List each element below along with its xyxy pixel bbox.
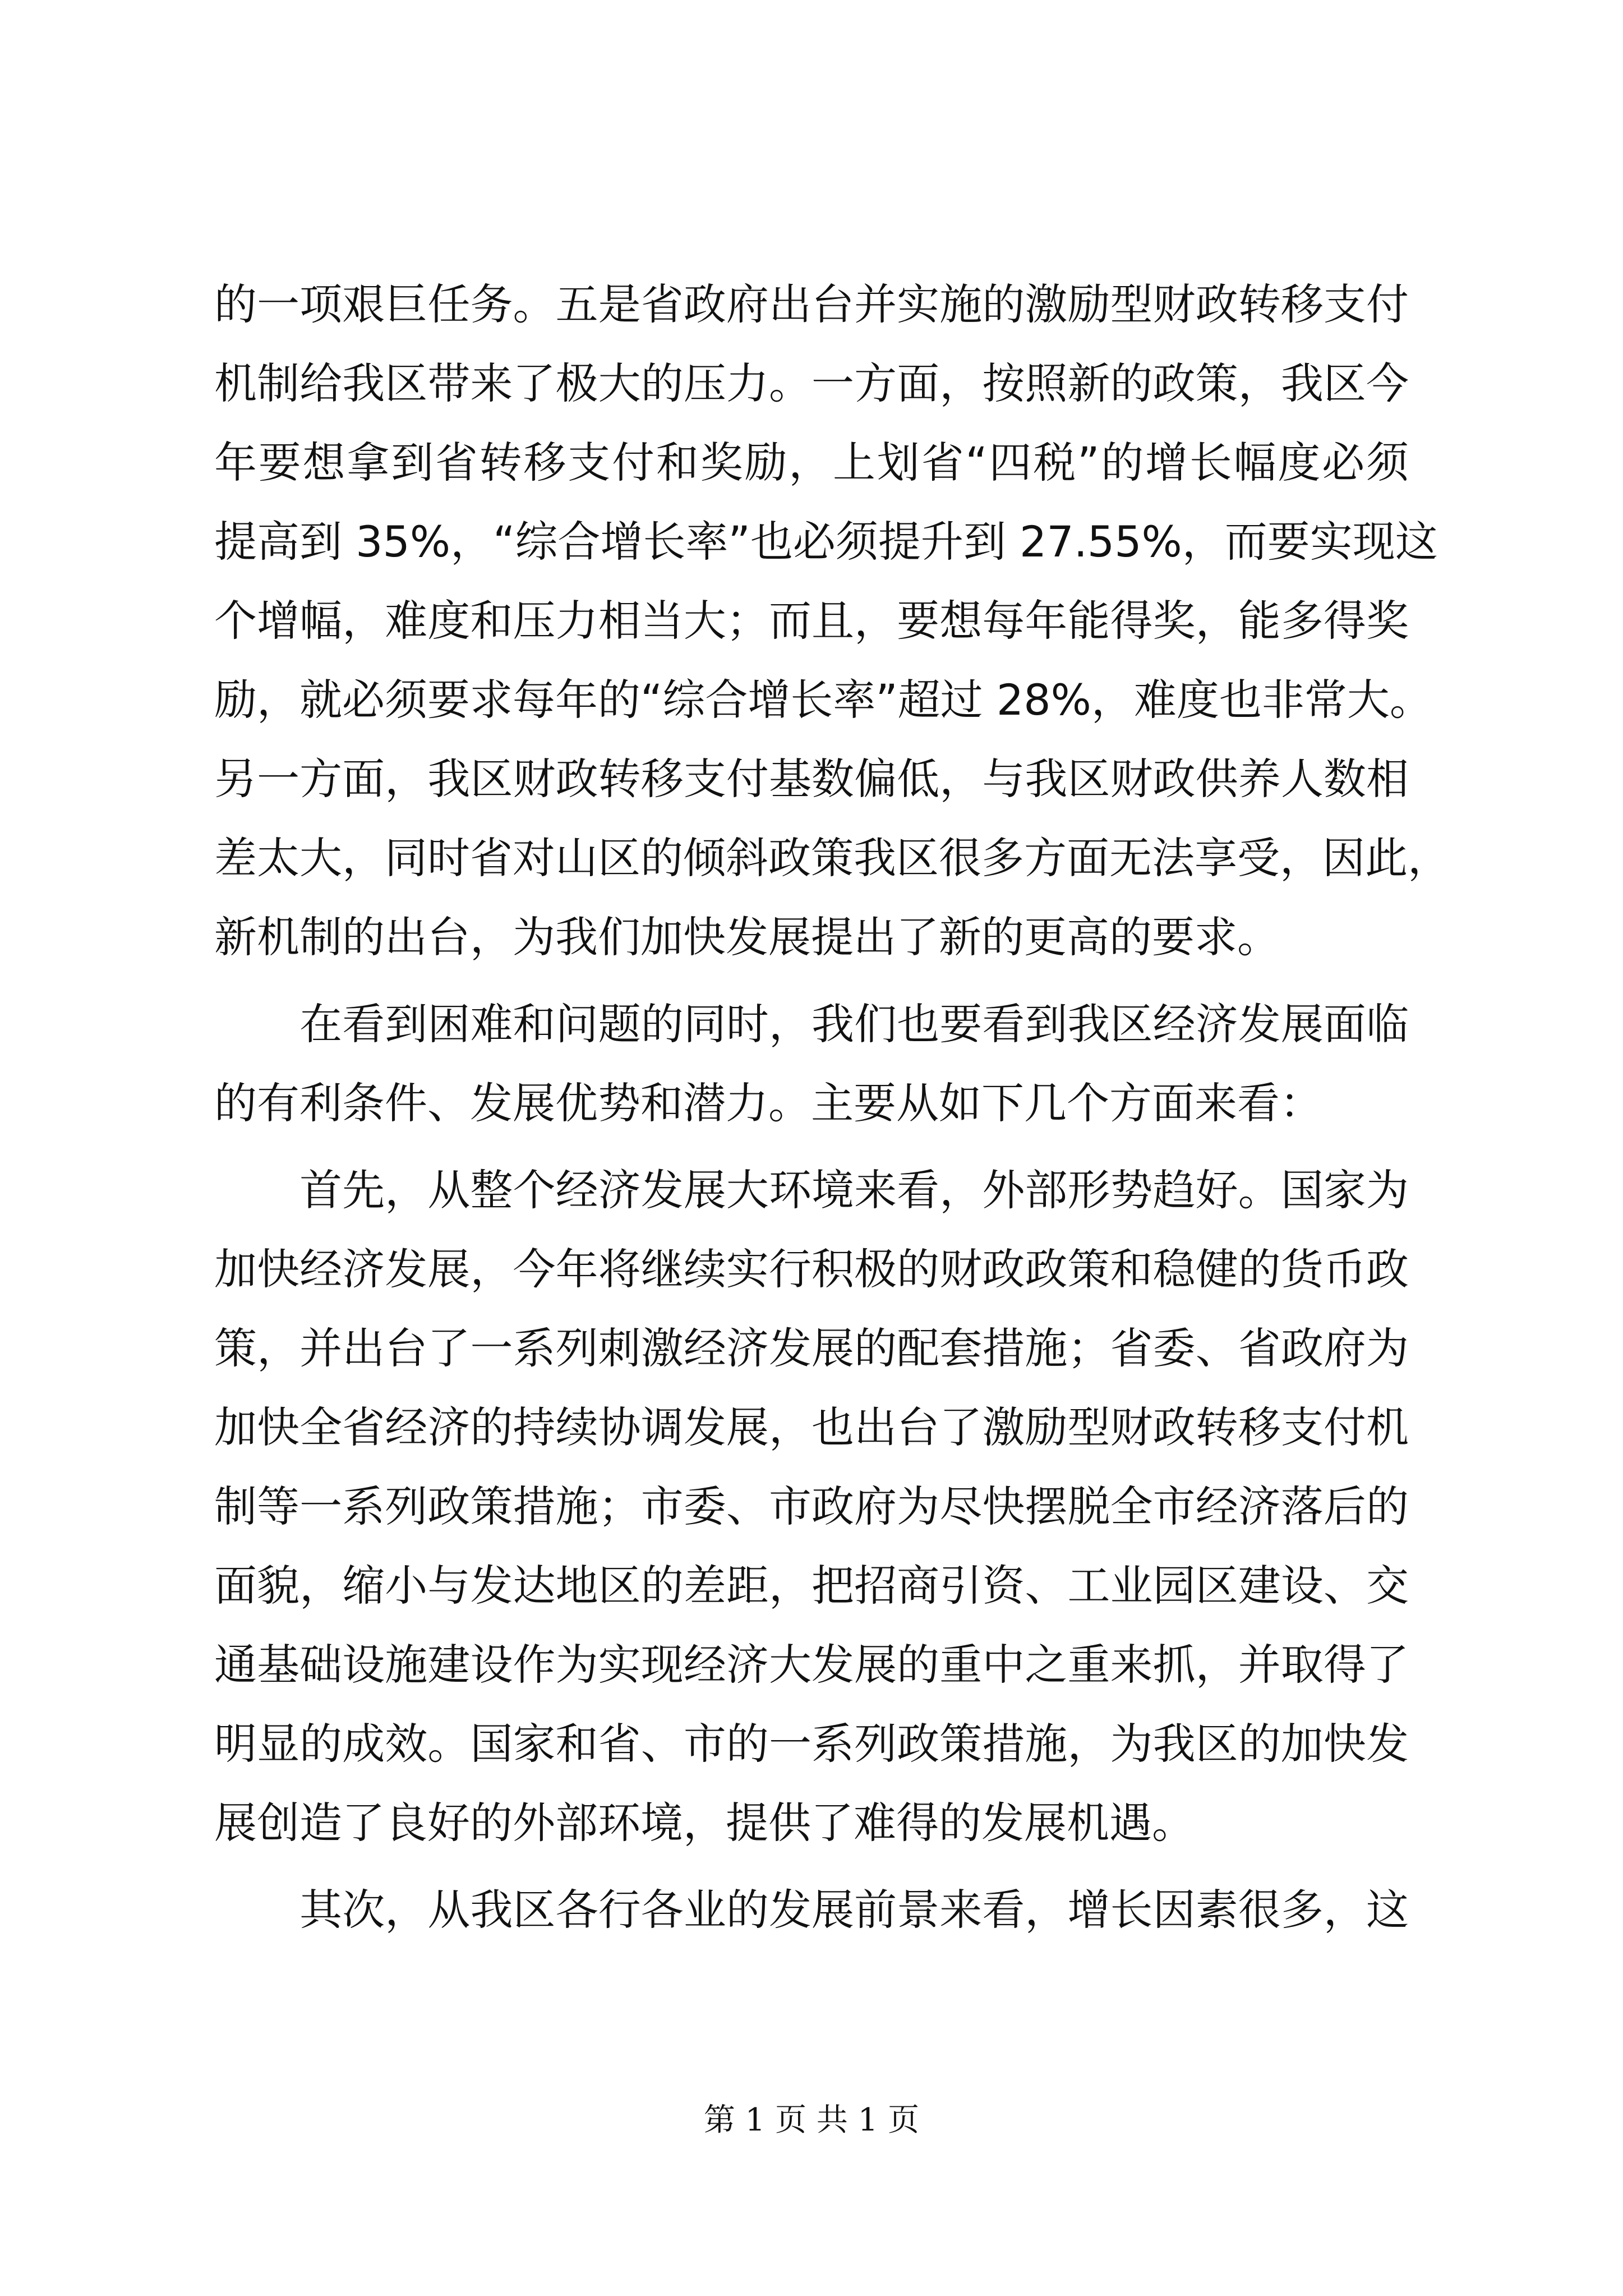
text-line: 加快经济发展，今年将继续实行积极的财政政策和稳健的货币政 bbox=[214, 1244, 1409, 1294]
text-line: 励，就必须要求每年的“综合增长率”超过 28%，难度也非常大。 bbox=[214, 675, 1432, 725]
text-line: 机制给我区带来了极大的压力。一方面，按照新的政策，我区今 bbox=[214, 358, 1409, 408]
text-line: 另一方面，我区财政转移支付基数偏低，与我区财政供养人数相 bbox=[214, 754, 1409, 804]
text-line: 首先，从整个经济发展大环境来看，外部形势趋好。国家为 bbox=[214, 1165, 1409, 1215]
text-line: 年要想拿到省转移支付和奖励，上划省“四税”的增长幅度必须 bbox=[214, 438, 1409, 487]
text-line: 在看到困难和问题的同时，我们也要看到我区经济发展面临 bbox=[214, 999, 1409, 1049]
text-line: 展创造了良好的外部环境，提供了难得的发展机遇。 bbox=[214, 1798, 1195, 1848]
text-line: 制等一系列政策措施；市委、市政府为尽快摆脱全市经济落后的 bbox=[214, 1481, 1409, 1531]
text-line: 面貌，缩小与发达地区的差距，把招商引资、工业园区建设、交 bbox=[214, 1561, 1409, 1611]
text-line: 的有利条件、发展优势和潜力。主要从如下几个方面来看： bbox=[214, 1078, 1322, 1128]
text-line: 通基础设施建设作为实现经济大发展的重中之重来抓，并取得了 bbox=[214, 1640, 1409, 1690]
document-body bbox=[214, 265, 1450, 1949]
text-line: 策，并出台了一系列刺激经济发展的配套措施；省委、省政府为 bbox=[214, 1323, 1409, 1373]
text-line: 的一项艰巨任务。五是省政府出台并实施的激励型财政转移支付 bbox=[214, 279, 1409, 329]
text-line: 差太大，同时省对山区的倾斜政策我区很多方面无法享受，因此， bbox=[214, 833, 1450, 883]
text-line: 新机制的出台，为我们加快发展提出了新的更高的要求。 bbox=[214, 912, 1280, 962]
text-line: 其次，从我区各行各业的发展前景来看，增长因素很多，这 bbox=[214, 1885, 1409, 1935]
text-line: 加快全省经济的持续协调发展，也出台了激励型财政转移支付机 bbox=[214, 1402, 1409, 1452]
text-line: 提高到 35%，“综合增长率”也必须提升到 27.55%，而要实现这 bbox=[214, 517, 1438, 567]
text-line: 明显的成效。国家和省、市的一系列政策措施，为我区的加快发 bbox=[214, 1719, 1409, 1769]
text-line: 个增幅，难度和压力相当大；而且，要想每年能得奖，能多得奖 bbox=[214, 596, 1409, 646]
page-number-footer: 第 1 页 共 1 页 bbox=[703, 2102, 920, 2138]
